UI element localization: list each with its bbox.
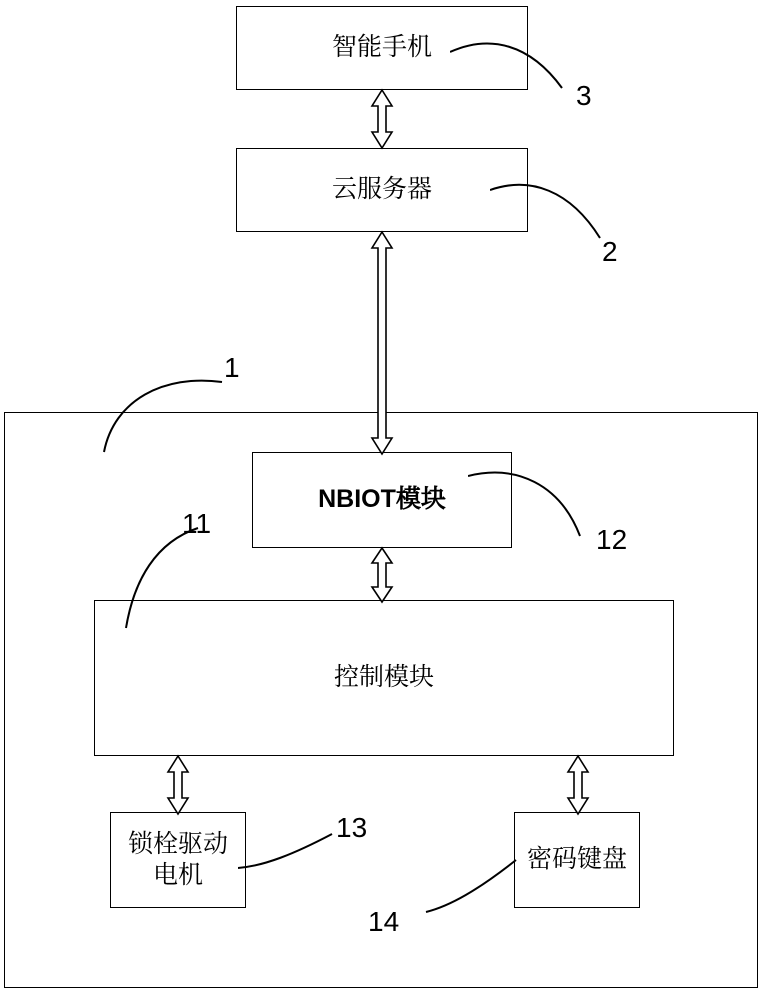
connector-nbiot-control-module: [366, 546, 398, 604]
ref-label-11: 11: [182, 508, 212, 539]
block-nbiot-module-label: NBIOT模块: [318, 485, 446, 514]
connector-cloud-server-nbiot: [366, 230, 398, 456]
block-nbiot-module: [252, 452, 512, 548]
connector-control-module-bolt-motor: [162, 754, 194, 816]
block-bolt-drive-motor: [110, 812, 246, 908]
ref-label-13: 13: [336, 812, 368, 843]
connector-control-module-keypad: [562, 754, 594, 816]
block-password-keypad: [514, 812, 640, 908]
block-smartphone: [236, 6, 528, 90]
block-control-module: [94, 600, 674, 756]
block-password-keypad-label: 密码键盘: [526, 845, 627, 874]
block-smartphone-label: 智能手机: [331, 33, 432, 62]
block-cloud-server: [236, 148, 528, 232]
ref-label-1: 1: [224, 352, 240, 383]
ref-label-12: 12: [596, 524, 628, 555]
block-bolt-drive-motor-label: 锁栓驱动电机: [127, 829, 228, 889]
block-control-module-label: 控制模块: [333, 663, 434, 692]
ref-label-14: 14: [368, 906, 400, 937]
ref-label-2: 2: [602, 236, 618, 267]
connector-smartphone-cloud-server: [366, 88, 398, 150]
ref-label-3: 3: [576, 80, 592, 111]
block-cloud-server-label: 云服务器: [331, 175, 432, 204]
